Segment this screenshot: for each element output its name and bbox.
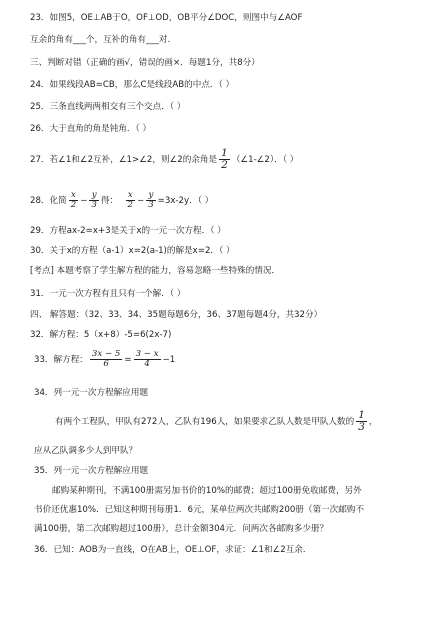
q34a-post: ， — [368, 417, 378, 428]
q33-frac-1 — [90, 350, 122, 369]
q28-f2-den: 3 — [91, 200, 97, 211]
q24-text: 24．如果线段AB=CB，那么C是线段AB的中点．（ ） — [30, 80, 235, 90]
q28-f4-den: 3 — [148, 200, 154, 211]
exam-point-note — [30, 267, 280, 277]
question-35-line-3 — [34, 525, 328, 535]
q35b-text: 书价还优惠10%．已知这种期刊每册1．6元，某单位两次共邮购200册（第一次邮购不 — [34, 505, 365, 515]
section-4-heading — [30, 311, 322, 321]
q30-text: 30．关于x的方程（a-1）x=2(a-1)的解是x=2．（ ） — [30, 246, 235, 256]
question-24 — [30, 81, 234, 91]
q28-frac-3 — [126, 191, 135, 210]
q33-pre: 33．解方程： — [34, 355, 88, 366]
question-34-ask — [34, 447, 137, 457]
q28-mid1: − — [80, 196, 88, 207]
section4-text: 四、 解答题：（32、33、34、35题每题6分，36、37题每题4分，共32分） — [30, 310, 323, 320]
question-34 — [34, 389, 148, 399]
q33-f2-den: 4 — [144, 359, 150, 370]
question-23 — [30, 14, 302, 24]
q26-text: 26．大于直角的角是钝角．（ ） — [30, 124, 152, 134]
question-35-line-2 — [34, 506, 364, 516]
question-28 — [30, 191, 213, 210]
q28-f1-den: 2 — [70, 200, 77, 211]
section3-text: 三、判断对错（正确的画√，错误的画×．每题1分，共8分） — [30, 58, 260, 68]
q34b-text: 应从乙队调多少人到甲队？ — [34, 446, 138, 456]
question-30 — [30, 247, 235, 257]
q33-f1-num: 3x − 5 — [91, 349, 121, 359]
q28-f3-num: x — [126, 191, 135, 201]
q28-f3-den: 2 — [127, 200, 133, 211]
q33-post: −1 — [162, 355, 176, 366]
q34-frac-num: 1 — [358, 409, 365, 421]
q27-frac-den: 2 — [221, 159, 228, 172]
q28-frac-4 — [146, 191, 155, 210]
q33-f1-den: 6 — [103, 359, 109, 370]
question-25 — [30, 103, 185, 113]
q23-text: 23．如图5，OE⊥AB于O，OF⊥OD，OB平分∠DOC，则图中与∠AOF — [30, 13, 303, 23]
q28-mid3: − — [137, 196, 145, 207]
q27-pre: 27．若∠1和∠2互补，∠1>∠2，则∠2的余角是 — [30, 155, 218, 166]
q23b-text: 互余的角有___个，互补的角有___对. — [30, 35, 171, 45]
q27-fraction — [219, 148, 230, 171]
q34a-pre: 有两个工程队，甲队有272人，乙队有196人，如果要求乙队人数是甲队人数的 — [55, 417, 355, 428]
q28-frac-1 — [69, 191, 78, 210]
q32-text: 32．解方程：5（x+8）-5=6(2x-7) — [30, 330, 172, 340]
q34-frac-den: 3 — [358, 421, 365, 434]
q34-text: 34．列一元一次方程解应用题 — [34, 388, 149, 398]
question-31 — [30, 290, 185, 300]
question-26 — [30, 125, 151, 135]
question-34-body — [55, 410, 378, 433]
q35a-text: 邮购某种期刊，不满100册需另加书价的10%的邮费；超过100册免收邮费，另外 — [52, 486, 362, 496]
q28-frac-2 — [89, 191, 98, 210]
question-33 — [34, 350, 175, 369]
q35c-text: 满100册，第二次邮购超过100册），总计金额304元．问两次各邮购多少册？ — [34, 524, 329, 534]
q33-frac-2 — [134, 350, 161, 369]
question-36 — [34, 546, 311, 556]
question-35 — [34, 467, 148, 477]
q29-text: 29．方程ax-2=x+3是关于x的一元一次方程．（ ） — [30, 226, 226, 236]
question-35-line-1 — [52, 487, 362, 497]
question-29 — [30, 227, 226, 237]
q33-mid: = — [124, 355, 132, 366]
q36-text: 36．已知：AOB为一直线，O在AB上，OE⊥OF，求证：∠1和∠2互余． — [34, 545, 312, 555]
section-3-heading — [30, 59, 260, 69]
q34-fraction — [356, 410, 367, 433]
question-32 — [30, 331, 171, 341]
q28-pre: 28．化简 — [30, 196, 67, 207]
q28-post: =3x-2y．（ ） — [157, 196, 214, 207]
q28-mid2: 得： — [100, 196, 119, 207]
q28-f2-num: y — [89, 191, 98, 201]
q28-f1-num: x — [69, 191, 78, 201]
note-text: [考点] 本题考察了学生解方程的能力，容易忽略一些特殊的情况． — [30, 266, 281, 276]
q35-text: 35．列一元一次方程解应用题 — [34, 466, 149, 476]
q27-frac-num: 1 — [221, 147, 228, 159]
q27-post: （∠1-∠2）．（ ） — [231, 155, 299, 166]
q31-text: 31．一元一次方程有且只有一个解．（ ） — [30, 289, 186, 299]
q25-text: 25．三条直线两两相交有三个交点．（ ） — [30, 102, 186, 112]
question-23-continued — [30, 36, 170, 46]
question-27 — [30, 148, 298, 171]
q28-f4-num: y — [146, 191, 155, 201]
q33-f2-num: 3 − x — [135, 349, 159, 359]
